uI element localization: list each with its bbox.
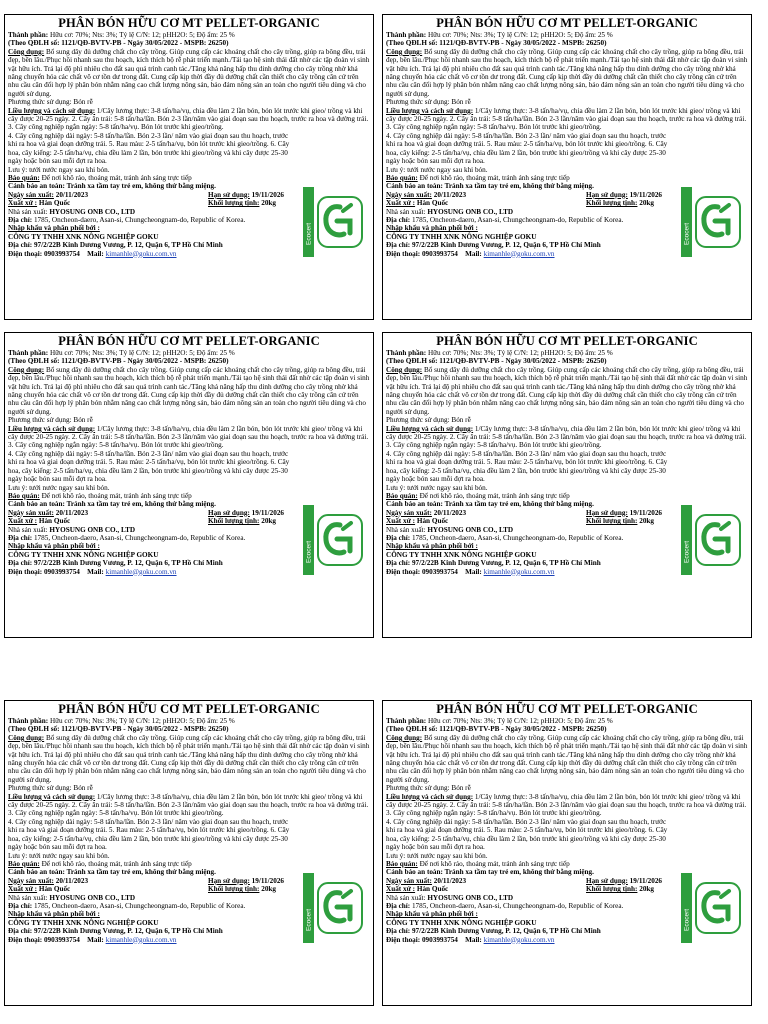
warning-value: Tránh xa tầm tay trẻ em, không thử bằng miệng. [64, 500, 216, 509]
uses-key: Công dụng: [386, 733, 423, 742]
manufacturer-value: HYOSUNG ONB CO., LTD [47, 525, 136, 534]
dosage-paragraph [386, 793, 748, 818]
phone-key: Điện thoại: [386, 935, 421, 944]
dosage-paragraph [8, 107, 370, 132]
storage-key: Bảo quản: [386, 859, 418, 868]
method-line: Phương thức sử dụng: Bón rễ [8, 784, 93, 793]
manufacturer-value: HYOSUNG ONB CO., LTD [47, 207, 136, 216]
manufacture-date-key: Ngày sản xuất: [386, 508, 432, 517]
organic-certification-logo-icon [303, 183, 365, 261]
uses-value: Bổ sung dây đủ dưỡng chất cho cây trồng. Giúp cung cấp các khoáng chất cho cây trồng, giúp ra bông đều, trái đẹp, bền lâu./Phục hồi nhanh sau thu hoạch, kích thích bộ rễ phát triển mạnh./Tái tạo hệ sinh thái đất nhờ các tập đoàn vi sinh vật hữu ích. Trả lại độ phì nhiêu cho đất sau quá trình canh tác./Tăng khả năng hấp thu dinh dưỡng cho cây trồng nhờ khả năng chuyển hóa các chất vô cơ tồn dư trong đất. Cung cấp kịp thời đầy đủ dưỡng chất cần thiết cho cây trồng cân cứ trên nhu cầu cân đối hợp lý phân bón nhằm nâng cao chất lượng nông sản, bảo đảm nông sản an toàn cho người tiêu dùng và cho người sử dụng. [8, 733, 370, 784]
phone-value: 0903993754 [420, 567, 458, 576]
origin [386, 199, 448, 207]
manufacture-date [8, 509, 88, 517]
uses-key: Công dụng: [8, 733, 45, 742]
note-line: Lưu ý: tưới nước ngay sau khi bón. [386, 483, 488, 492]
origin-key: Xuất xứ : [8, 517, 38, 526]
note-line: Lưu ý: tưới nước ngay sau khi bón. [386, 851, 488, 860]
manufacturer-address-key: Địa chỉ: [386, 901, 411, 910]
composition-value: Hữu cơ: 70%; Nts: 3%; Tỷ lệ C/N: 12; pHH2O: 5; Độ ẩm: 25 % [426, 717, 613, 725]
net-weight [586, 199, 654, 207]
method-line: Phương thức sử dụng: Bón rễ [386, 98, 471, 107]
warning-key: Cảnh báo an toàn: [8, 182, 65, 191]
note-line: Lưu ý: tưới nước ngay sau khi bón. [8, 165, 110, 174]
dosage-key: Liều lượng và cách sử dụng: [386, 106, 474, 115]
composition-key: Thành phần: [386, 349, 427, 357]
warning-key: Cảnh báo an toàn: [386, 868, 443, 877]
uses-paragraph [386, 734, 748, 784]
logo-text: Ecocert [305, 540, 313, 563]
mail-key: Mail: [465, 249, 482, 258]
registration-line: (Theo QĐLH số: 1121/QĐ-BVTV-PB - Ngày 30/05/2022 - MSPB: 26250) [386, 725, 607, 734]
manufacturer-address-key: Địa chỉ: [8, 215, 33, 224]
manufacture-date [8, 877, 88, 885]
manufacture-date-key: Ngày sản xuất: [8, 508, 54, 517]
label-title: PHÂN BÓN HỮU CƠ MT PELLET-ORGANIC [436, 16, 698, 30]
composition-value: Hữu cơ: 70%; Nts: 3%; Tỷ lệ C/N: 12; pHH2O: 5; Độ ẩm: 25 % [426, 349, 613, 357]
origin-value: Hàn Quốc [415, 517, 449, 526]
warning-key: Cảnh báo an toàn: [386, 182, 443, 191]
net-weight-key: Khối lượng tịnh: [208, 199, 260, 208]
importer-heading: Nhập khẩu và phân phối bởi : [386, 910, 478, 919]
net-weight [208, 885, 276, 893]
storage-key: Bảo quản: [8, 173, 40, 182]
warning-value: Tránh xa tầm tay trẻ em, không thử bằng miệng. [442, 500, 594, 509]
storage-value: Để nơi khô ráo, thoáng mát, tránh ánh sáng trực tiếp [39, 859, 192, 868]
composition-key: Thành phần: [386, 717, 427, 725]
origin-value: Hàn Quốc [415, 199, 449, 208]
importer-address: Địa chỉ: 97/2/22B Kinh Dương Vương, P. 12, Quận 6, TP Hồ Chí Minh [386, 927, 601, 936]
logo-side-band [681, 873, 692, 943]
storage-value: Để nơi khô ráo, thoáng mát, tránh ánh sáng trực tiếp [417, 491, 570, 500]
expiry-date-key: Hạn sử dụng: [586, 190, 628, 199]
product-label-5 [4, 700, 374, 1006]
expiry-date-key: Hạn sử dụng: [586, 508, 628, 517]
uses-value: Bổ sung dây đủ dưỡng chất cho cây trồng. Giúp cung cấp các khoáng chất cho cây trồng, giúp ra bông đều, trái đẹp, bền lâu./Phục hồi nhanh sau thu hoạch, kích thích bộ rễ phát triển mạnh./Tái tạo hệ sinh thái đất nhờ các tập đoàn vi sinh vật hữu ích. Trả lại độ phì nhiêu cho đất sau quá trình canh tác./Tăng khả năng hấp thu dinh dưỡng cho cây trồng nhờ khả năng chuyển hóa các chất vô cơ tồn dư trong đất. Cung cấp kịp thời đầy đủ dưỡng chất cần thiết cho cây trồng cân cứ trên nhu cầu cân đối hợp lý phân bón nhằm nâng cao chất lượng nông sản, bảo đảm nông sản an toàn cho người tiêu dùng và cho người sử dụng. [386, 733, 748, 784]
importer-company: CÔNG TY TNHH XNK NÔNG NGHIỆP GOKU [386, 550, 537, 559]
method-line: Phương thức sử dụng: Bón rễ [386, 784, 471, 793]
expiry-date [586, 877, 662, 885]
logo-side-band [303, 187, 314, 257]
storage-value: Để nơi khô ráo, thoáng mát, tránh ánh sáng trực tiếp [417, 859, 570, 868]
dosage-value: 1/Cây lương thực: 3-8 tấn/ha/vụ, chia đều làm 2 lần bón, bón lót trước khi gieo/ trồng và khi cây được 20-25 ngày. 2. Cây ăn trái: 5-8 tấn/ha/lần. Bón 2-3 lần/năm vào giai đoạn sau thu hoạch, trước ra hoa và đường trái. 3. Cây công nghiệp ngắn ngày: 5-8 tấn/ha/vụ. Bón lót trước khi gieo/trồng. [386, 792, 747, 818]
importer-address: Địa chỉ: 97/2/22B Kinh Dương Vương, P. 12, Quận 6, TP Hồ Chí Minh [386, 559, 601, 568]
dosage-paragraph [8, 425, 370, 450]
logo-text: Ecocert [305, 222, 313, 245]
phone-key: Điện thoại: [386, 567, 421, 576]
manufacturer-address-key: Địa chỉ: [386, 215, 411, 224]
mail-link[interactable]: kimanhle@goku.com.vn [105, 935, 177, 944]
dosage-key: Liều lượng và cách sử dụng: [8, 424, 96, 433]
manufacture-date-key: Ngày sản xuất: [386, 190, 432, 199]
industrial-crops-paragraph: 4. Cây công nghiệp dài ngày: 5-8 tấn/ha/lần. Bón 2-3 lần/ năm vào giai đoạn sau thu hoạch, trước khi ra hoa và giai đoạn dưỡng trái. 5. Rau màu: 2-5 tấn/ha/vụ, bón lót trước khi gieo/trồng. 6. Cây hoa, cây kiểng: 2-5 tấn/ha/vụ, chia đều làm 2 lần, bón trước khi gieo/trồng và khi cây được 25-30 ngày hoặc bón sau mỗi đợt ra hoa. [8, 449, 290, 484]
uses-value: Bổ sung dây đủ dưỡng chất cho cây trồng. Giúp cung cấp các khoáng chất cho cây trồng, giúp ra bông đều, trái đẹp, bền lâu./Phục hồi nhanh sau thu hoạch, kích thích bộ rễ phát triển mạnh./Tái tạo hệ sinh thái đất nhờ các tập đoàn vi sinh vật hữu ích. Trả lại độ phì nhiêu cho đất sau quá trình canh tác./Tăng khả năng hấp thu dinh dưỡng cho cây trồng nhờ khả năng chuyển hóa các chất vô cơ tồn dư trong đất. Cung cấp kịp thời đầy đủ dưỡng chất cần thiết cho cây trồng cân cứ trên nhu cầu cân đối hợp lý phân bón nhằm nâng cao chất lượng nông sản, bảo đảm nông sản an toàn cho người tiêu dùng và cho người sử dụng. [8, 365, 370, 416]
organic-certification-logo-icon [303, 869, 365, 947]
manufacturer-address-value: 1785, Oncheon-daero, Asan-si, Chungcheongnam-do, Republic of Korea. [410, 901, 624, 910]
manufacturer-value: HYOSUNG ONB CO., LTD [425, 207, 514, 216]
manufacture-date [386, 509, 466, 517]
net-weight [586, 517, 654, 525]
expiry-date [208, 191, 284, 199]
composition-key: Thành phần: [8, 717, 49, 725]
registration-line: (Theo QĐLH số: 1121/QĐ-BVTV-PB - Ngày 30/05/2022 - MSPB: 26250) [386, 357, 607, 366]
uses-key: Công dụng: [8, 47, 45, 56]
phone-key: Điện thoại: [386, 249, 421, 258]
net-weight-key: Khối lượng tịnh: [586, 885, 638, 894]
manufacturer-key: Nhà sản xuất: [8, 525, 48, 534]
uses-value: Bổ sung dây đủ dưỡng chất cho cây trồng. Giúp cung cấp các khoáng chất cho cây trồng, giúp ra bông đều, trái đẹp, bền lâu./Phục hồi nhanh sau thu hoạch, kích thích bộ rễ phát triển mạnh./Tái tạo hệ sinh thái đất nhờ các tập đoàn vi sinh vật hữu ích. Trả lại độ phì nhiêu cho đất sau quá trình canh tác./Tăng khả năng hấp thu dinh dưỡng cho cây trồng nhờ khả năng chuyển hóa các chất vô cơ tồn dư trong đất. Cung cấp kịp thời đầy đủ dưỡng chất cần thiết cho cây trồng cân cứ trên nhu cầu cân đối hợp lý phân bón nhằm nâng cao chất lượng nông sản, bảo đảm nông sản an toàn cho người tiêu dùng và cho người sử dụng. [386, 47, 748, 98]
uses-paragraph [8, 734, 370, 784]
origin-value: Hàn Quốc [37, 199, 71, 208]
label-title: PHÂN BÓN HỮU CƠ MT PELLET-ORGANIC [436, 334, 698, 348]
expiry-date-value: 19/11/2026 [627, 508, 663, 517]
logo-side-band [303, 873, 314, 943]
manufacture-date-value: 20/11/2023 [431, 508, 467, 517]
manufacturer-address-value: 1785, Oncheon-daero, Asan-si, Chungcheongnam-do, Republic of Korea. [410, 215, 624, 224]
importer-company: CÔNG TY TNHH XNK NÔNG NGHIỆP GOKU [8, 550, 159, 559]
net-weight [586, 885, 654, 893]
manufacturer-value: HYOSUNG ONB CO., LTD [47, 893, 136, 902]
manufacture-date-value: 20/11/2023 [53, 190, 89, 199]
uses-key: Công dụng: [386, 365, 423, 374]
uses-paragraph [386, 366, 748, 416]
phone-value: 0903993754 [420, 249, 458, 258]
mail-link[interactable]: kimanhle@goku.com.vn [483, 249, 555, 258]
phone-value: 0903993754 [42, 567, 80, 576]
manufacture-date [386, 877, 466, 885]
importer-company: CÔNG TY TNHH XNK NÔNG NGHIỆP GOKU [386, 918, 537, 927]
storage-value: Để nơi khô ráo, thoáng mát, tránh ánh sáng trực tiếp [417, 173, 570, 182]
expiry-date-key: Hạn sử dụng: [208, 508, 250, 517]
uses-paragraph [8, 48, 370, 98]
dosage-paragraph [386, 425, 748, 450]
phone-key: Điện thoại: [8, 935, 43, 944]
phone-value: 0903993754 [42, 249, 80, 258]
method-line: Phương thức sử dụng: Bón rễ [8, 98, 93, 107]
composition-value: Hữu cơ: 70%; Nts: 3%; Tỷ lệ C/N: 12; pHH2O: 5; Độ ẩm: 25 % [426, 31, 613, 39]
storage-key: Bảo quản: [8, 859, 40, 868]
manufacturer-address-value: 1785, Oncheon-daero, Asan-si, Chungcheongnam-do, Republic of Korea. [32, 533, 246, 542]
organic-certification-logo-icon [681, 183, 743, 261]
manufacturer-key: Nhà sản xuất: [386, 893, 426, 902]
manufacture-date [386, 191, 466, 199]
storage-value: Để nơi khô ráo, thoáng mát, tránh ánh sáng trực tiếp [39, 173, 192, 182]
industrial-crops-paragraph: 4. Cây công nghiệp dài ngày: 5-8 tấn/ha/lần. Bón 2-3 lần/ năm vào giai đoạn sau thu hoạch, trước khi ra hoa và giai đoạn dưỡng trái. 5. Rau màu: 2-5 tấn/ha/vụ, bón lót trước khi gieo/trồng. 6. Cây hoa, cây kiểng: 2-5 tấn/ha/vụ, chia đều làm 2 lần, bón trước khi gieo/trồng và khi cây được 25-30 ngày hoặc bón sau mỗi đợt ra hoa. [8, 131, 290, 166]
origin-value: Hàn Quốc [37, 517, 71, 526]
composition-key: Thành phần: [8, 31, 49, 39]
importer-company: CÔNG TY TNHH XNK NÔNG NGHIỆP GOKU [386, 232, 537, 241]
origin-value: Hàn Quốc [415, 885, 449, 894]
manufacturer-address-value: 1785, Oncheon-daero, Asan-si, Chungcheongnam-do, Republic of Korea. [410, 533, 624, 542]
industrial-crops-paragraph: 4. Cây công nghiệp dài ngày: 5-8 tấn/ha/lần. Bón 2-3 lần/ năm vào giai đoạn sau thu hoạch, trước khi ra hoa và giai đoạn dưỡng trái. 5. Rau màu: 2-5 tấn/ha/vụ, bón lót trước khi gieo/trồng. 6. Cây hoa, cây kiểng: 2-5 tấn/ha/vụ, chia đều làm 2 lần, bón trước khi gieo/trồng và khi cây được 25-30 ngày hoặc bón sau mỗi đợt ra hoa. [386, 131, 668, 166]
manufacture-date-key: Ngày sản xuất: [8, 190, 54, 199]
registration-line: (Theo QĐLH số: 1121/QĐ-BVTV-PB - Ngày 30/05/2022 - MSPB: 26250) [386, 39, 607, 48]
warning-key: Cảnh báo an toàn: [386, 500, 443, 509]
manufacturer-address-value: 1785, Oncheon-daero, Asan-si, Chungcheongnam-do, Republic of Korea. [32, 901, 246, 910]
method-line: Phương thức sử dụng: Bón rễ [386, 416, 471, 425]
storage-key: Bảo quản: [386, 173, 418, 182]
expiry-date-value: 19/11/2026 [627, 190, 663, 199]
logo-text: Ecocert [683, 908, 691, 931]
origin-key: Xuất xứ : [8, 199, 38, 208]
warning-key: Cảnh báo an toàn: [8, 868, 65, 877]
importer-company: CÔNG TY TNHH XNK NÔNG NGHIỆP GOKU [8, 232, 159, 241]
storage-key: Bảo quản: [386, 491, 418, 500]
phone-value: 0903993754 [42, 935, 80, 944]
importer-heading: Nhập khẩu và phân phối bởi : [8, 542, 100, 551]
origin-key: Xuất xứ : [8, 885, 38, 894]
dosage-value: 1/Cây lương thực: 3-8 tấn/ha/vụ, chia đều làm 2 lần bón, bón lót trước khi gieo/ trồng và khi cây được 20-25 ngày. 2. Cây ăn trái: 5-8 tấn/ha/lần. Bón 2-3 lần/năm vào giai đoạn sau thu hoạch, trước ra hoa và đường trái. 3. Cây công nghiệp ngắn ngày: 5-8 tấn/ha/vụ. Bón lót trước khi gieo/trồng. [8, 106, 369, 132]
net-weight-value: 20kg [637, 517, 655, 526]
uses-paragraph [8, 366, 370, 416]
dosage-key: Liều lượng và cách sử dụng: [386, 792, 474, 801]
net-weight-value: 20kg [637, 885, 655, 894]
origin-key: Xuất xứ : [386, 885, 416, 894]
label-title: PHÂN BÓN HỮU CƠ MT PELLET-ORGANIC [58, 16, 320, 30]
label-title: PHÂN BÓN HỮU CƠ MT PELLET-ORGANIC [58, 334, 320, 348]
origin [8, 885, 70, 893]
logo-side-band [681, 187, 692, 257]
origin-value: Hàn Quốc [37, 885, 71, 894]
mail-key: Mail: [87, 935, 104, 944]
manufacturer-value: HYOSUNG ONB CO., LTD [425, 893, 514, 902]
warning-value: Tránh xa tầm tay trẻ em, không thử bằng miệng. [442, 868, 594, 877]
phone-key: Điện thoại: [8, 567, 43, 576]
storage-key: Bảo quản: [8, 491, 40, 500]
origin [8, 517, 70, 525]
expiry-date-key: Hạn sử dụng: [586, 876, 628, 885]
dosage-paragraph [386, 107, 748, 132]
registration-line: (Theo QĐLH số: 1121/QĐ-BVTV-PB - Ngày 30/05/2022 - MSPB: 26250) [8, 39, 229, 48]
method-line: Phương thức sử dụng: Bón rễ [8, 416, 93, 425]
net-weight-key: Khối lượng tịnh: [586, 517, 638, 526]
product-label-3 [4, 332, 374, 638]
importer-address: Địa chỉ: 97/2/22B Kinh Dương Vương, P. 12, Quận 6, TP Hồ Chí Minh [8, 559, 223, 568]
warning-value: Tránh xa tầm tay trẻ em, không thử bằng miệng. [442, 182, 594, 191]
manufacture-date [8, 191, 88, 199]
note-line: Lưu ý: tưới nước ngay sau khi bón. [8, 483, 110, 492]
dosage-key: Liều lượng và cách sử dụng: [386, 424, 474, 433]
mail-link[interactable]: kimanhle@goku.com.vn [105, 567, 177, 576]
importer-address: Địa chỉ: 97/2/22B Kinh Dương Vương, P. 12, Quận 6, TP Hồ Chí Minh [8, 241, 223, 250]
mail-key: Mail: [465, 935, 482, 944]
manufacture-date-value: 20/11/2023 [431, 190, 467, 199]
mail-link[interactable]: kimanhle@goku.com.vn [483, 567, 555, 576]
net-weight [208, 199, 276, 207]
mail-key: Mail: [465, 567, 482, 576]
mail-link[interactable]: kimanhle@goku.com.vn [483, 935, 555, 944]
net-weight-value: 20kg [259, 199, 277, 208]
mail-key: Mail: [87, 567, 104, 576]
industrial-crops-paragraph: 4. Cây công nghiệp dài ngày: 5-8 tấn/ha/lần. Bón 2-3 lần/ năm vào giai đoạn sau thu hoạch, trước khi ra hoa và giai đoạn dưỡng trái. 5. Rau màu: 2-5 tấn/ha/vụ, bón lót trước khi gieo/trồng. 6. Cây hoa, cây kiểng: 2-5 tấn/ha/vụ, chia đều làm 2 lần, bón trước khi gieo/trồng và khi cây được 25-30 ngày hoặc bón sau mỗi đợt ra hoa. [8, 817, 290, 852]
warning-value: Tránh xa tầm tay trẻ em, không thử bằng miệng. [64, 868, 216, 877]
label-title: PHÂN BÓN HỮU CƠ MT PELLET-ORGANIC [436, 702, 698, 716]
expiry-date-value: 19/11/2026 [627, 876, 663, 885]
origin [386, 517, 448, 525]
registration-line: (Theo QĐLH số: 1121/QĐ-BVTV-PB - Ngày 30/05/2022 - MSPB: 26250) [8, 725, 229, 734]
origin [386, 885, 448, 893]
manufacture-date-value: 20/11/2023 [53, 508, 89, 517]
composition-key: Thành phần: [8, 349, 49, 357]
composition-value: Hữu cơ: 70%; Nts: 3%; Tỷ lệ C/N: 12; pHH2O: 5; Độ ẩm: 25 % [48, 349, 235, 357]
uses-value: Bổ sung dây đủ dưỡng chất cho cây trồng. Giúp cung cấp các khoáng chất cho cây trồng, giúp ra bông đều, trái đẹp, bền lâu./Phục hồi nhanh sau thu hoạch, kích thích bộ rễ phát triển mạnh./Tái tạo hệ sinh thái đất nhờ các tập đoàn vi sinh vật hữu ích. Trả lại độ phì nhiêu cho đất sau quá trình canh tác./Tăng khả năng hấp thu dinh dưỡng cho cây trồng nhờ khả năng chuyển hóa các chất vô cơ tồn dư trong đất. Cung cấp kịp thời đầy đủ dưỡng chất cần thiết cho cây trồng cân cứ trên nhu cầu cân đối hợp lý phân bón nhằm nâng cao chất lượng nông sản, bảo đảm nông sản an toàn cho người tiêu dùng và cho người sử dụng. [8, 47, 370, 98]
manufacturer-address-value: 1785, Oncheon-daero, Asan-si, Chungcheongnam-do, Republic of Korea. [32, 215, 246, 224]
composition-value: Hữu cơ: 70%; Nts: 3%; Tỷ lệ C/N: 12; pHH2O: 5; Độ ẩm: 25 % [48, 31, 235, 39]
logo-text: Ecocert [305, 908, 313, 931]
importer-company: CÔNG TY TNHH XNK NÔNG NGHIỆP GOKU [8, 918, 159, 927]
dosage-paragraph [8, 793, 370, 818]
manufacturer-address-key: Địa chỉ: [386, 533, 411, 542]
uses-key: Công dụng: [386, 47, 423, 56]
label-title: PHÂN BÓN HỮU CƠ MT PELLET-ORGANIC [58, 702, 320, 716]
product-label-1 [4, 14, 374, 320]
dosage-value: 1/Cây lương thực: 3-8 tấn/ha/vụ, chia đều làm 2 lần bón, bón lót trước khi gieo/ trồng và khi cây được 20-25 ngày. 2. Cây ăn trái: 5-8 tấn/ha/lần. Bón 2-3 lần/năm vào giai đoạn sau thu hoạch, trước ra hoa và đường trái. 3. Cây công nghiệp ngắn ngày: 5-8 tấn/ha/vụ. Bón lót trước khi gieo/trồng. [386, 106, 747, 132]
manufacturer-address-key: Địa chỉ: [8, 901, 33, 910]
organic-certification-logo-icon [681, 501, 743, 579]
phone-key: Điện thoại: [8, 249, 43, 258]
manufacturer-key: Nhà sản xuất: [8, 893, 48, 902]
industrial-crops-paragraph: 4. Cây công nghiệp dài ngày: 5-8 tấn/ha/lần. Bón 2-3 lần/ năm vào giai đoạn sau thu hoạch, trước khi ra hoa và giai đoạn dưỡng trái. 5. Rau màu: 2-5 tấn/ha/vụ, bón lót trước khi gieo/trồng. 6. Cây hoa, cây kiểng: 2-5 tấn/ha/vụ, chia đều làm 2 lần, bón trước khi gieo/trồng và khi cây được 25-30 ngày hoặc bón sau mỗi đợt ra hoa. [386, 449, 668, 484]
product-label-4 [382, 332, 752, 638]
dosage-key: Liều lượng và cách sử dụng: [8, 106, 96, 115]
net-weight-value: 20kg [259, 517, 277, 526]
registration-line: (Theo QĐLH số: 1121/QĐ-BVTV-PB - Ngày 30/05/2022 - MSPB: 26250) [8, 357, 229, 366]
note-line: Lưu ý: tưới nước ngay sau khi bón. [386, 165, 488, 174]
product-label-6 [382, 700, 752, 1006]
warning-key: Cảnh báo an toàn: [8, 500, 65, 509]
dosage-value: 1/Cây lương thực: 3-8 tấn/ha/vụ, chia đều làm 2 lần bón, bón lót trước khi gieo/ trồng và khi cây được 20-25 ngày. 2. Cây ăn trái: 5-8 tấn/ha/lần. Bón 2-3 lần/năm vào giai đoạn sau thu hoạch, trước ra hoa và đường trái. 3. Cây công nghiệp ngắn ngày: 5-8 tấn/ha/vụ. Bón lót trước khi gieo/trồng. [8, 792, 369, 818]
dosage-value: 1/Cây lương thực: 3-8 tấn/ha/vụ, chia đều làm 2 lần bón, bón lót trước khi gieo/ trồng và khi cây được 20-25 ngày. 2. Cây ăn trái: 5-8 tấn/ha/lần. Bón 2-3 lần/năm vào giai đoạn sau thu hoạch, trước ra hoa và đường trái. 3. Cây công nghiệp ngắn ngày: 5-8 tấn/ha/vụ. Bón lót trước khi gieo/trồng. [8, 424, 369, 450]
expiry-date [586, 509, 662, 517]
logo-text: Ecocert [683, 222, 691, 245]
manufacture-date-key: Ngày sản xuất: [386, 876, 432, 885]
expiry-date [208, 509, 284, 517]
dosage-key: Liều lượng và cách sử dụng: [8, 792, 96, 801]
logo-text: Ecocert [683, 540, 691, 563]
industrial-crops-paragraph: 4. Cây công nghiệp dài ngày: 5-8 tấn/ha/lần. Bón 2-3 lần/ năm vào giai đoạn sau thu hoạch, trước khi ra hoa và giai đoạn dưỡng trái. 5. Rau màu: 2-5 tấn/ha/vụ, bón lót trước khi gieo/trồng. 6. Cây hoa, cây kiểng: 2-5 tấn/ha/vụ, chia đều làm 2 lần, bón trước khi gieo/trồng và khi cây được 25-30 ngày hoặc bón sau mỗi đợt ra hoa. [386, 817, 668, 852]
organic-certification-logo-icon [303, 501, 365, 579]
expiry-date-key: Hạn sử dụng: [208, 190, 250, 199]
manufacturer-key: Nhà sản xuất: [8, 207, 48, 216]
expiry-date [586, 191, 662, 199]
expiry-date-key: Hạn sử dụng: [208, 876, 250, 885]
origin [8, 199, 70, 207]
net-weight-key: Khối lượng tịnh: [208, 517, 260, 526]
net-weight-key: Khối lượng tịnh: [208, 885, 260, 894]
product-label-2 [382, 14, 752, 320]
composition-key: Thành phần: [386, 31, 427, 39]
warning-value: Tránh xa tầm tay trẻ em, không thử bằng miệng. [64, 182, 216, 191]
importer-heading: Nhập khẩu và phân phối bởi : [8, 910, 100, 919]
importer-address: Địa chỉ: 97/2/22B Kinh Dương Vương, P. 12, Quận 6, TP Hồ Chí Minh [8, 927, 223, 936]
importer-heading: Nhập khẩu và phân phối bởi : [386, 224, 478, 233]
expiry-date-value: 19/11/2026 [249, 876, 285, 885]
uses-paragraph [386, 48, 748, 98]
uses-key: Công dụng: [8, 365, 45, 374]
phone-value: 0903993754 [420, 935, 458, 944]
net-weight [208, 517, 276, 525]
logo-side-band [303, 505, 314, 575]
expiry-date [208, 877, 284, 885]
manufacture-date-value: 20/11/2023 [53, 876, 89, 885]
importer-heading: Nhập khẩu và phân phối bởi : [386, 542, 478, 551]
organic-certification-logo-icon [681, 869, 743, 947]
importer-address: Địa chỉ: 97/2/22B Kinh Dương Vương, P. 12, Quận 6, TP Hồ Chí Minh [386, 241, 601, 250]
manufacture-date-value: 20/11/2023 [431, 876, 467, 885]
manufacturer-value: HYOSUNG ONB CO., LTD [425, 525, 514, 534]
net-weight-value: 20kg [259, 885, 277, 894]
storage-value: Để nơi khô ráo, thoáng mát, tránh ánh sáng trực tiếp [39, 491, 192, 500]
origin-key: Xuất xứ : [386, 199, 416, 208]
composition-value: Hữu cơ: 70%; Nts: 3%; Tỷ lệ C/N: 12; pHH2O: 5; Độ ẩm: 25 % [48, 717, 235, 725]
manufacturer-key: Nhà sản xuất: [386, 207, 426, 216]
net-weight-value: 20kg [637, 199, 655, 208]
logo-side-band [681, 505, 692, 575]
origin-key: Xuất xứ : [386, 517, 416, 526]
manufacture-date-key: Ngày sản xuất: [8, 876, 54, 885]
mail-key: Mail: [87, 249, 104, 258]
mail-link[interactable]: kimanhle@goku.com.vn [105, 249, 177, 258]
net-weight-key: Khối lượng tịnh: [586, 199, 638, 208]
manufacturer-key: Nhà sản xuất: [386, 525, 426, 534]
expiry-date-value: 19/11/2026 [249, 190, 285, 199]
uses-value: Bổ sung dây đủ dưỡng chất cho cây trồng. Giúp cung cấp các khoáng chất cho cây trồng, giúp ra bông đều, trái đẹp, bền lâu./Phục hồi nhanh sau thu hoạch, kích thích bộ rễ phát triển mạnh./Tái tạo hệ sinh thái đất nhờ các tập đoàn vi sinh vật hữu ích. Trả lại độ phì nhiêu cho đất sau quá trình canh tác./Tăng khả năng hấp thu dinh dưỡng cho cây trồng nhờ khả năng chuyển hóa các chất vô cơ tồn dư trong đất. Cung cấp kịp thời đầy đủ dưỡng chất cần thiết cho cây trồng cân cứ trên nhu cầu cân đối hợp lý phân bón nhằm nâng cao chất lượng nông sản, bảo đảm nông sản an toàn cho người tiêu dùng và cho người sử dụng. [386, 365, 748, 416]
note-line: Lưu ý: tưới nước ngay sau khi bón. [8, 851, 110, 860]
manufacturer-address-key: Địa chỉ: [8, 533, 33, 542]
dosage-value: 1/Cây lương thực: 3-8 tấn/ha/vụ, chia đều làm 2 lần bón, bón lót trước khi gieo/ trồng và khi cây được 20-25 ngày. 2. Cây ăn trái: 5-8 tấn/ha/lần. Bón 2-3 lần/năm vào giai đoạn sau thu hoạch, trước ra hoa và đường trái. 3. Cây công nghiệp ngắn ngày: 5-8 tấn/ha/vụ. Bón lót trước khi gieo/trồng. [386, 424, 747, 450]
expiry-date-value: 19/11/2026 [249, 508, 285, 517]
importer-heading: Nhập khẩu và phân phối bởi : [8, 224, 100, 233]
